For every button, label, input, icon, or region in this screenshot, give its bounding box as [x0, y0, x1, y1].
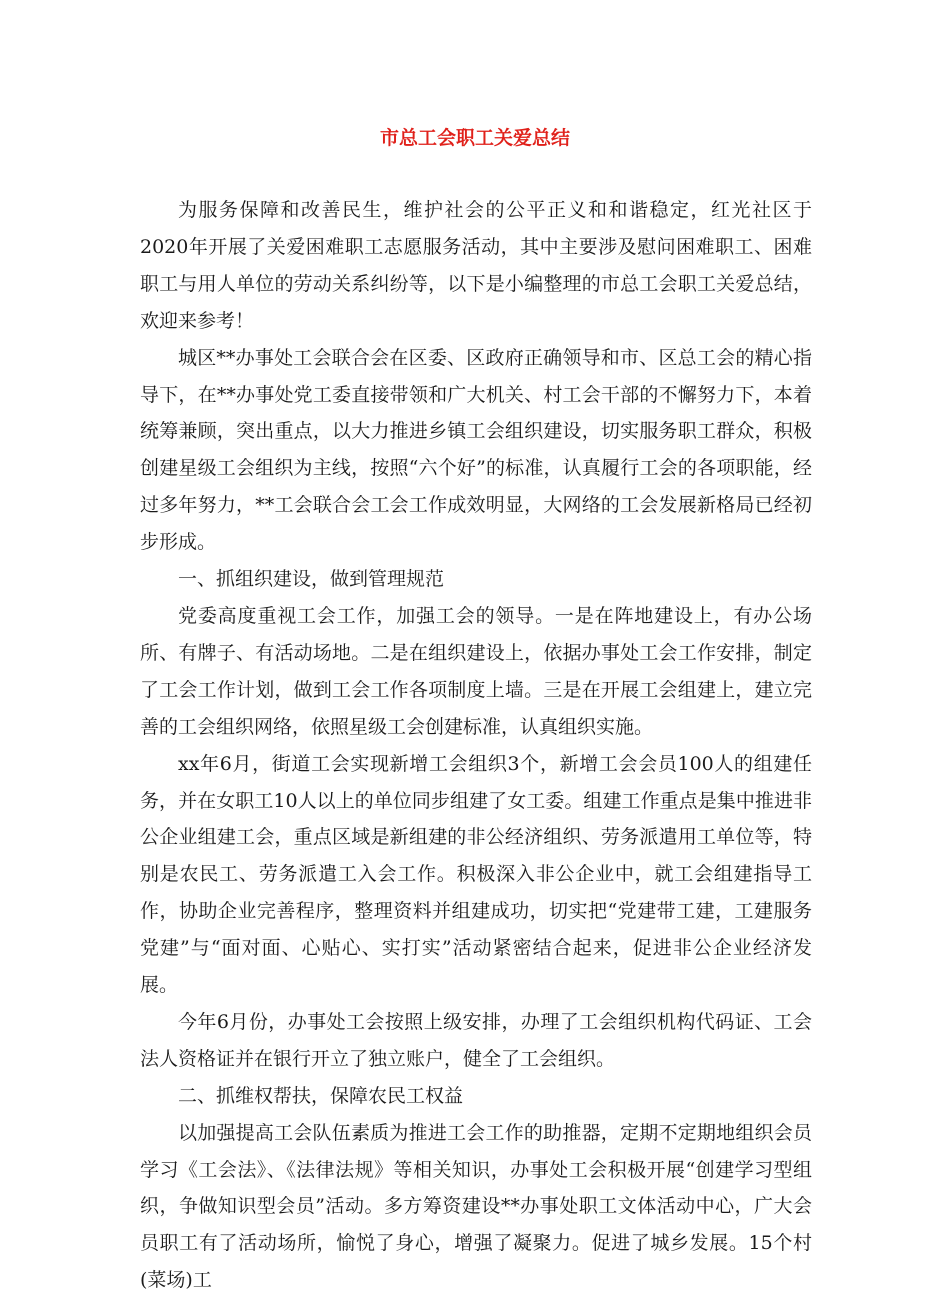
intro-paragraph: 为服务保障和改善民生，维护社会的公平正义和和谐稳定，红光社区于2020年开展了关爱困难职工志愿服务活动，其中主要涉及慰问困难职工、困难职工与用人单位的劳动关系纠纷等，以下是小编整理的市总工会职工关爱总结，欢迎来参考！ [140, 199, 812, 332]
section-heading-1: 一、抓组织建设，做到管理规范 [178, 568, 445, 591]
body-paragraph: xx年6月，街道工会实现新增工会组织3个，新增工会会员100人的组建任务，并在女职工10人以上的单位同步组建了女工委。组建工作重点是集中推进非公企业组建工会，重点区域是新组建的非公经济组织、劳务派遣用工单位等，特别是农民工、劳务派遣工入会工作。积极深入非公企业中，就工会组建指导工作，协助企业完善程序，整理资料并组建成功，切实把“党建带工建，工建服务党建”与“面对面、心贴心、实打实”活动紧密结合起来，促进非公企业经济发展。 [140, 752, 812, 997]
body-paragraph: 党委高度重视工会工作，加强工会的领导。一是在阵地建设上，有办公场所、有牌子、有活动场地。二是在组织建设上，依据办事处工会工作安排，制定了工会工作计划，做到工会工作各项制度上墙。三是在开展工会组建上，建立完善的工会组织网络，依照星级工会创建标准，认真组织实施。 [140, 604, 812, 738]
overview-paragraph: 城区**办事处工会联合会在区委、区政府正确领导和市、区总工会的精心指导下，在**办事处党工委直接带领和广大机关、村工会干部的不懈努力下，本着统筹兼顾，突出重点，以大力推进乡镇工会组织建设，切实服务职工群众，积极创建星级工会组织为主线，按照“六个好”的标准，认真履行工会的各项职能，经过多年努力，**工会联合会工会工作成效明显，大网络的工会发展新格局已经初步形成。 [140, 346, 812, 554]
document-body [140, 192, 812, 1299]
document-title: 市总工会职工关爱总结 [379, 127, 570, 149]
body-paragraph: 以加强提高工会队伍素质为推进工会工作的助推器，定期不定期地组织会员学习《工会法》、《法律法规》等相关知识，办事处工会积极开展“创建学习型组织，争做知识型会员”活动。多方筹资建设**办事处职工文体活动中心，广大会员职工有了活动场所，愉悦了身心，增强了凝聚力。促进了城乡发展。15个村(菜场)工 [140, 1121, 812, 1292]
body-paragraph: 今年6月份，办事处工会按照上级安排，办理了工会组织机构代码证、工会法人资格证并在银行开立了独立账户，健全了工会组织。 [140, 1010, 812, 1070]
section-heading-2: 二、抓维权帮扶，保障农民工权益 [178, 1084, 464, 1107]
